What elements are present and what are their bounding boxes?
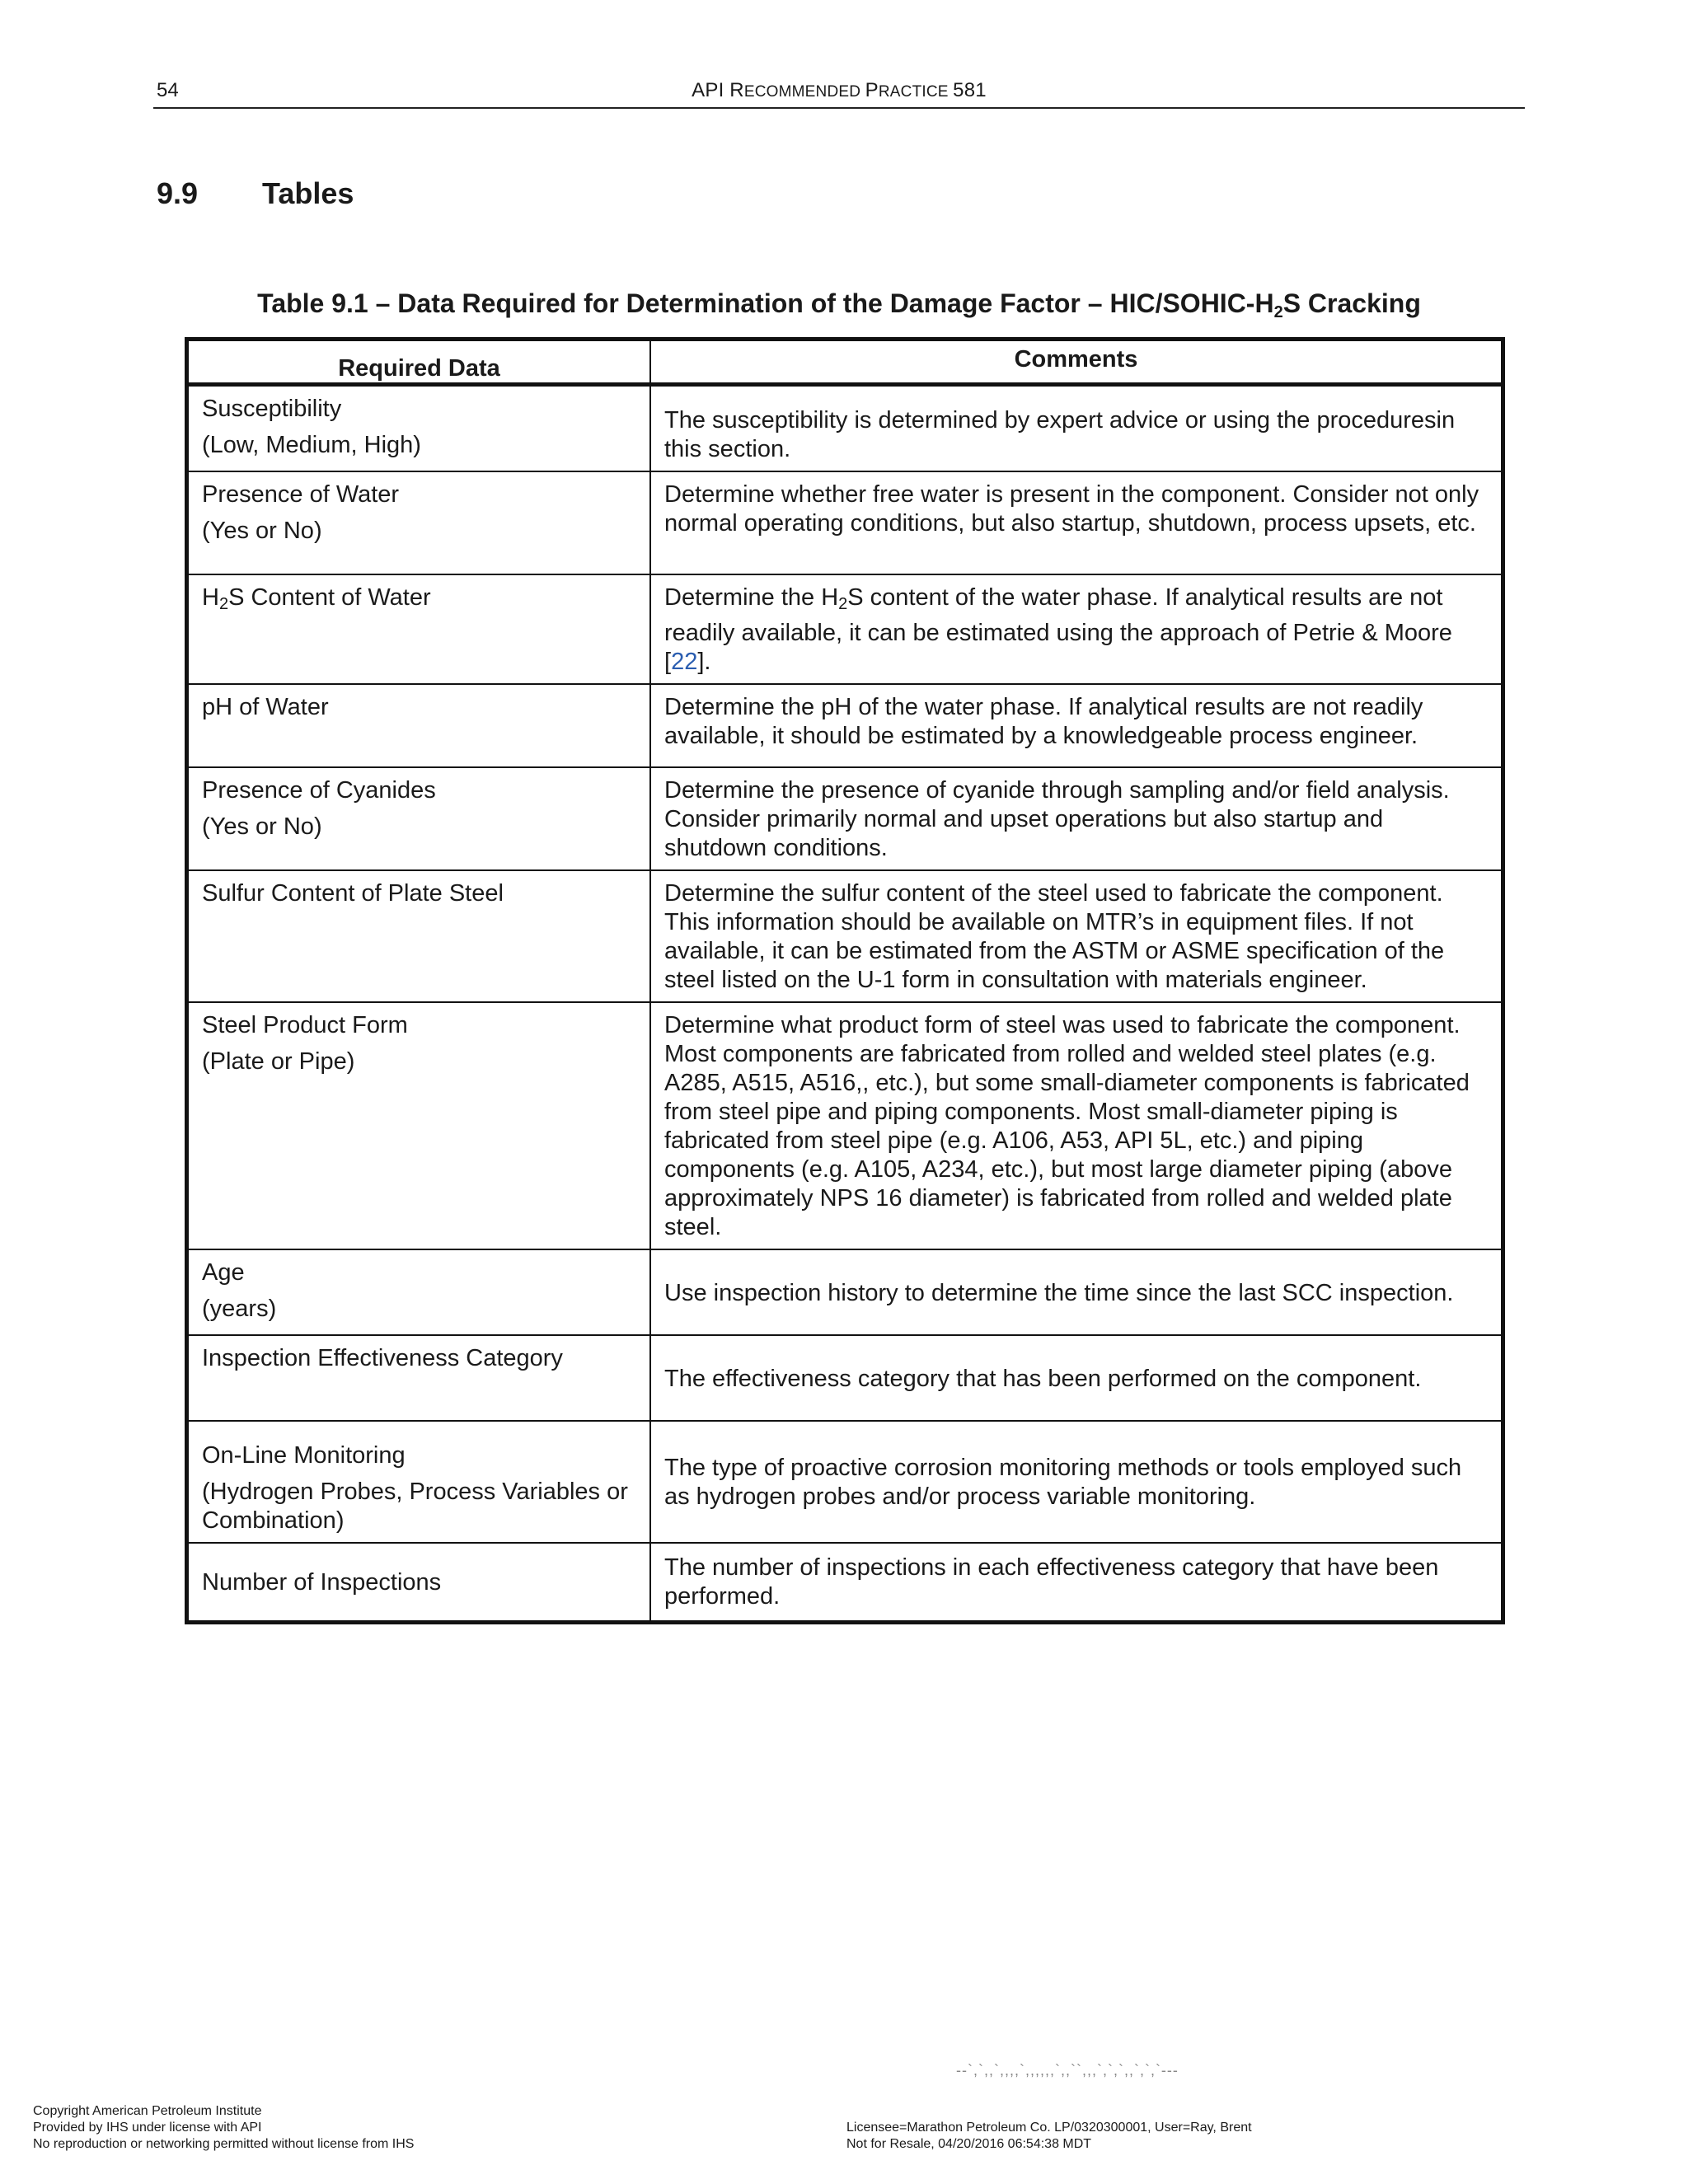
comment-cell [650, 1249, 1503, 1335]
table-row [187, 684, 1503, 767]
comment-cell [650, 684, 1503, 767]
table-row [187, 767, 1503, 870]
required-data-name: Age [202, 1259, 245, 1286]
comment-cell [650, 870, 1503, 1002]
scan-artifact-text: --`,`,,`,,,,`,,,,,,`,,``,,,`,`,`,,`,`,`--- [956, 2062, 1179, 2079]
column-header-comments: Comments [650, 340, 1503, 385]
required-data-cell [187, 1543, 651, 1622]
table-row [187, 1335, 1503, 1421]
running-title: API RECOMMENDED PRACTICE 581 [692, 79, 987, 101]
comment-text: The type of proactive corrosion monitoring methods or tools employed such as hydrogen probes and/or process variable monitoring. [664, 1455, 1462, 1510]
footer-line: Licensee=Marathon Petroleum Co. LP/0320300001, User=Ray, Brent [846, 2121, 1252, 2135]
footer-line: No reproduction or networking permitted without license from IHS [33, 2137, 415, 2151]
required-data-qualifier: (Plate or Pipe) [202, 1048, 355, 1075]
required-data-name: Susceptibility [202, 396, 342, 422]
required-data-cell [187, 870, 651, 1002]
table-row [187, 1002, 1503, 1249]
comment-text: Determine whether free water is present in the component. Consider not only normal operating conditions, but also startup, shutdown, process upsets, etc. [664, 481, 1479, 537]
comment-text: Determine the $H_2S$ content of the water phase. If analytical results are not readily available, it can be estimated using the approach of Petrie & Moore [22]. [664, 584, 1452, 675]
required-data-cell [187, 767, 651, 870]
footer-line: Provided by IHS under license with API [33, 2121, 262, 2135]
table-row [187, 385, 1503, 472]
footer-line: Copyright American Petroleum Institute [33, 2104, 262, 2118]
table-row [187, 1249, 1503, 1335]
required-data-cell [187, 1002, 651, 1249]
required-data-qualifier: (Hydrogen Probes, Process Variables or Combination) [202, 1479, 628, 1534]
required-data-name: Presence of Cyanides [202, 777, 436, 804]
required-data-name: Presence of Water [202, 481, 400, 508]
data-table [185, 337, 1505, 1624]
comment-cell [650, 574, 1503, 684]
comment-text: The effectiveness category that has been performed on the component. [664, 1365, 1422, 1392]
comment-cell [650, 385, 1503, 472]
required-data-name: Steel Product Form [202, 1012, 408, 1038]
required-data-cell [187, 1421, 651, 1543]
required-data-cell [187, 574, 651, 684]
required-data-name: Sulfur Content of Plate Steel [202, 880, 504, 907]
required-data-name: pH of Water [202, 694, 329, 720]
table-row [187, 574, 1503, 684]
page-number: 54 [157, 79, 179, 101]
required-data-qualifier: (years) [202, 1296, 277, 1322]
footer-copyright [33, 2103, 414, 2153]
required-data-cell [187, 1335, 651, 1421]
comment-text: The susceptibility is determined by expert advice or using the proceduresin this section. [664, 407, 1456, 462]
footer-license [846, 2120, 1252, 2153]
required-data-name: On-Line Monitoring [202, 1442, 406, 1469]
required-data-qualifier: (Yes or No) [202, 518, 322, 544]
table-row [187, 1543, 1503, 1622]
comment-cell [650, 1335, 1503, 1421]
required-data-cell [187, 1249, 651, 1335]
section-title: Tables [262, 176, 354, 210]
table-row [187, 471, 1503, 574]
table-row [187, 1421, 1503, 1543]
required-data-name: $H_2S$ Content of Water [202, 584, 431, 613]
comment-text: Determine the sulfur content of the steel used to fabricate the component. This information should be available on MTR’s in equipment files. If not available, it can be estimated from the ASTM or ASME specification of the steel listed on the U-1 form in consultation with materials engineer. [664, 880, 1445, 993]
table-header-row [187, 340, 1503, 385]
required-data-cell [187, 385, 651, 472]
comment-cell [650, 1002, 1503, 1249]
comment-cell [650, 471, 1503, 574]
required-data-qualifier: (Low, Medium, High) [202, 432, 421, 458]
table-caption: Table 9.1 – Data Required for Determination of the Damage Factor – HIC/$SOHIC-H_2S$ Cracking [257, 288, 1421, 321]
comment-text: Determine the presence of cyanide through sampling and/or field analysis. Consider primarily normal and upset operations but also startup and shutdown conditions. [664, 777, 1450, 861]
footer-line: Not for Resale, 04/20/2016 06:54:38 MDT [846, 2137, 1092, 2151]
column-header-required-data: Required Data [187, 340, 651, 385]
comment-text: Use inspection history to determine the time since the last SCC inspection. [664, 1279, 1454, 1306]
comment-cell [650, 1543, 1503, 1622]
section-heading [157, 176, 354, 211]
required-data-name: Number of Inspections [202, 1568, 442, 1596]
comment-text: Determine the pH of the water phase. If analytical results are not readily available, it should be estimated by a knowledgeable process engineer. [664, 694, 1423, 749]
table-row [187, 870, 1503, 1002]
comment-cell [650, 767, 1503, 870]
required-data-qualifier: (Yes or No) [202, 813, 322, 840]
section-number: 9.9 [157, 176, 199, 210]
page-header [153, 79, 1525, 109]
reference-link-22[interactable]: 22 [671, 649, 698, 675]
comment-cell [650, 1421, 1503, 1543]
comment-text: The number of inspections in each effectiveness category that have been performed. [664, 1554, 1439, 1610]
required-data-cell [187, 684, 651, 767]
required-data-name: Inspection Effectiveness Category [202, 1345, 563, 1371]
comment-text: Determine what product form of steel was used to fabricate the component. Most components are fabricated from rolled and welded steel plates (e.g. A285, A515, A516,, etc.), but some small-diameter components is fabricated from steel pipe and piping components. Most small-diameter piping is fabricated from steel pipe (e.g. A106, A53, API 5L, etc.) and piping components (e.g. A105, A234, etc.), but most large diameter piping (above approximately NPS 16 diameter) is fabricated from rolled and welded plate steel. [664, 1012, 1470, 1240]
required-data-cell [187, 471, 651, 574]
